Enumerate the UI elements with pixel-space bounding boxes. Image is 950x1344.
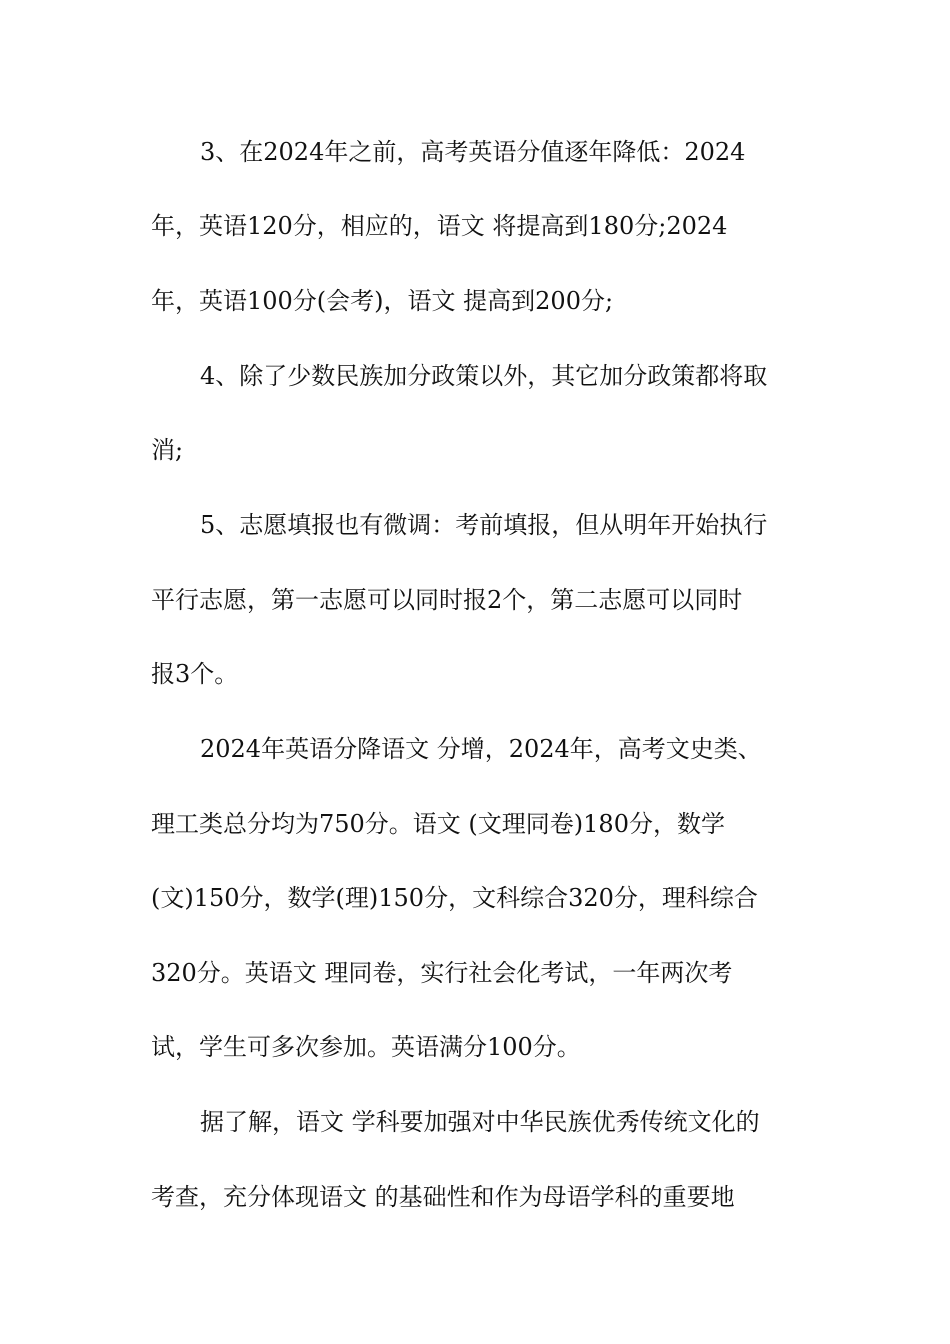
- text-line: 理工类总分均为750分。语文 (文理同卷)180分，数学: [151, 810, 725, 838]
- text-line: 2024年英语分降语文 分增，2024年，高考文史类、: [200, 735, 762, 763]
- text-line: 3、在2024年之前，高考英语分值逐年降低：2024: [200, 138, 746, 166]
- text-line: 考查，充分体现语文 的基础性和作为母语学科的重要地: [151, 1183, 735, 1211]
- text-line: 5、志愿填报也有微调：考前填报，但从明年开始执行: [200, 511, 768, 539]
- text-line: 320分。英语文 理同卷，实行社会化考试，一年两次考: [151, 959, 733, 987]
- text-line: 年，英语100分(会考)，语文 提高到200分;: [151, 287, 614, 315]
- text-line: 年，英语120分，相应的，语文 将提高到180分;2024: [151, 212, 728, 240]
- text-line: 据了解，语文 学科要加强对中华民族优秀传统文化的: [200, 1108, 760, 1136]
- text-line: (文)150分，数学(理)150分，文科综合320分，理科综合: [151, 884, 758, 912]
- text-line: 消;: [151, 436, 184, 464]
- text-line: 平行志愿，第一志愿可以同时报2个，第二志愿可以同时: [151, 586, 743, 614]
- text-line: 报3个。: [151, 660, 239, 688]
- text-line: 4、除了少数民族加分政策以外，其它加分政策都将取: [200, 362, 768, 390]
- text-line: 试，学生可多次参加。英语满分100分。: [151, 1033, 581, 1061]
